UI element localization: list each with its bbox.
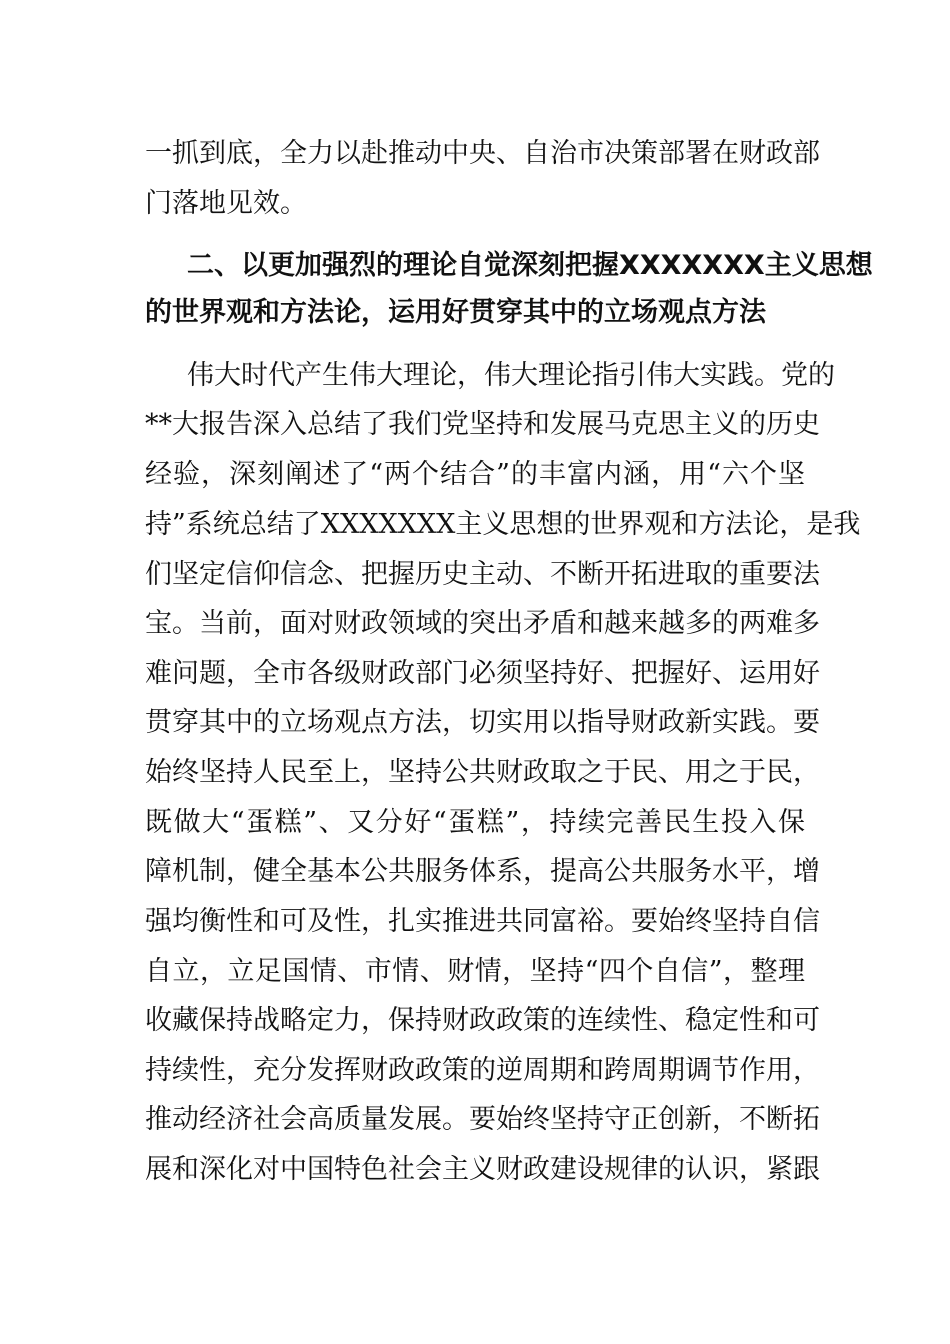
paragraph-line: 伟大时代产生伟大理论，伟大理论指引伟大实践。党的 [187,360,835,391]
section-heading-line: 二、以更加强烈的理论自觉深刻把握XXXXXXX主义思想 [187,250,873,281]
paragraph-line: 收藏保持战略定力，保持财政政策的连续性、稳定性和可 [145,1005,820,1036]
section-heading-line: 的世界观和方法论，运用好贯穿其中的立场观点方法 [145,297,766,328]
paragraph-line: 强均衡性和可及性，扎实推进共同富裕。要始终坚持自信 [145,906,820,937]
paragraph-line: 始终坚持人民至上，坚持公共财政取之于民、用之于民， [145,757,820,788]
paragraph-line: 持”系统总结了XXXXXXX主义思想的世界观和方法论，是我 [145,509,861,540]
paragraph-line: 宝。当前，面对财政领域的突出矛盾和越来越多的两难多 [145,608,820,639]
paragraph-line: 展和深化对中国特色社会主义财政建设规律的认识，紧跟 [145,1154,820,1185]
paragraph-line: 一抓到底，全力以赴推动中央、自治市决策部署在财政部 [145,138,820,169]
paragraph-line: 自立，立足国情、市情、财情，坚持“四个自信”，整理 [145,956,805,987]
paragraph-line: **大报告深入总结了我们党坚持和发展马克思主义的历史 [145,409,820,440]
paragraph-line: 既做大“蛋糕”、又分好“蛋糕”，持续完善民生投入保 [145,807,805,838]
paragraph-line: 障机制，健全基本公共服务体系，提高公共服务水平，增 [145,856,820,887]
paragraph-line: 们坚定信仰信念、把握历史主动、不断开拓进取的重要法 [145,559,820,590]
paragraph-line: 经验，深刻阐述了“两个结合”的丰富内涵，用“六个坚 [145,459,805,490]
paragraph-line: 持续性，充分发挥财政政策的逆周期和跨周期调节作用， [145,1055,820,1086]
paragraph-line: 推动经济社会高质量发展。要始终坚持守正创新，不断拓 [145,1104,820,1135]
paragraph-line: 门落地见效。 [145,188,307,219]
paragraph-line: 难问题，全市各级财政部门必须坚持好、把握好、运用好 [145,658,820,689]
paragraph-line: 贯穿其中的立场观点方法，切实用以指导财政新实践。要 [145,707,820,738]
